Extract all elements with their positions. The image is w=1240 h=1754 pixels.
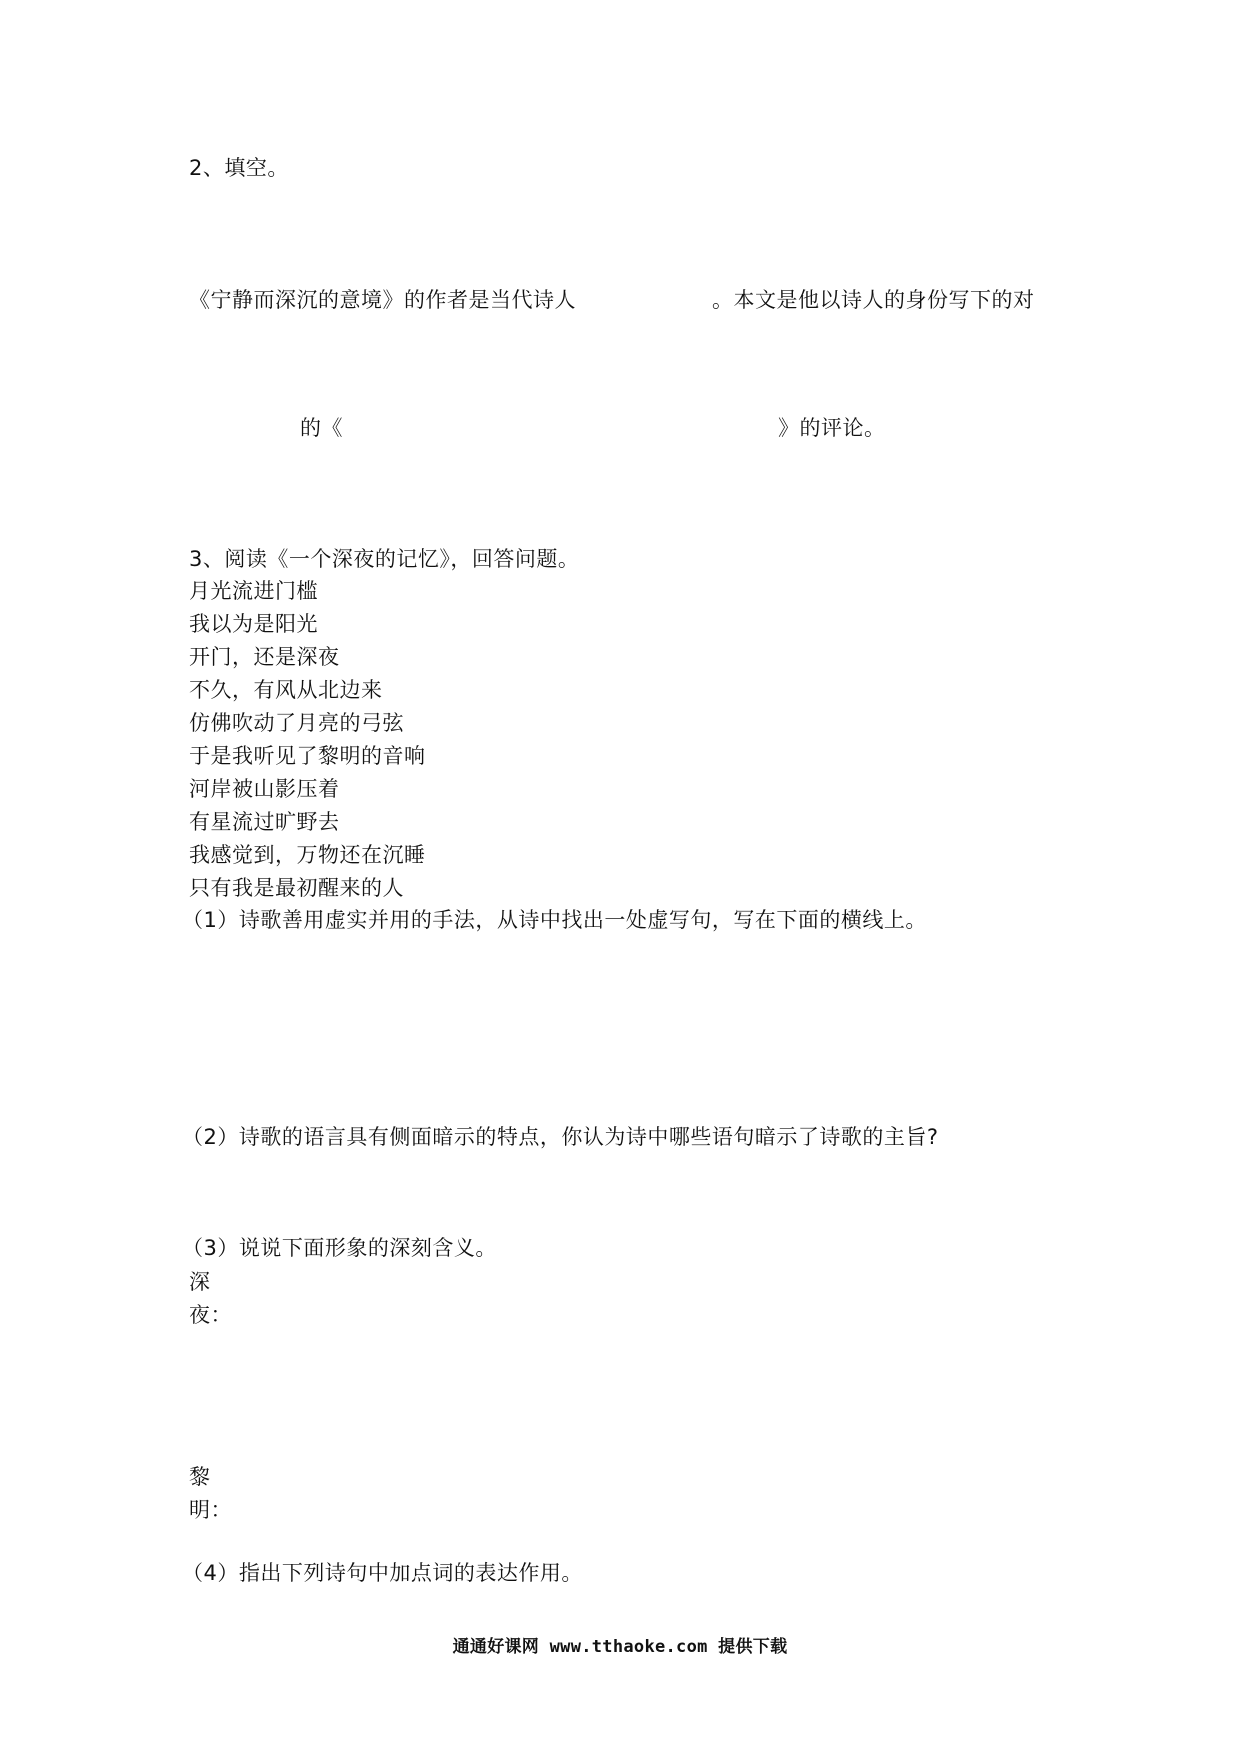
- poem-line: 我以为是阳光: [189, 612, 318, 636]
- shenye-label-2: 夜：: [189, 1303, 232, 1327]
- q3-sub3: （3）说说下面形象的深刻含义。: [182, 1236, 497, 1260]
- poem-line: 不久，有风从北边来: [189, 678, 383, 702]
- poem-line: 河岸被山影压着: [189, 777, 340, 801]
- poem: [189, 578, 426, 908]
- q2-fill-line1-part2: 。本文是他以诗人的身份写下的对: [712, 288, 1035, 312]
- footer-credit: 通通好课网 www.tthaoke.com 提供下载: [452, 1637, 788, 1657]
- poem-line: 仿佛吹动了月亮的弓弦: [189, 711, 404, 735]
- q2-fill-line2-part2: 》的评论。: [778, 416, 886, 440]
- liming-label-1: 黎: [189, 1465, 211, 1489]
- poem-line: 月光流进门槛: [189, 579, 318, 603]
- poem-line: 有星流过旷野去: [189, 810, 340, 834]
- q2-heading: 2、填空。: [189, 156, 289, 180]
- poem-line: 于是我听见了黎明的音响: [189, 744, 426, 768]
- liming-label-2: 明：: [189, 1498, 232, 1522]
- q3-heading: 3、阅读《一个深夜的记忆》，回答问题。: [189, 547, 580, 571]
- q2-fill-line1-part1: 《宁静而深沉的意境》的作者是当代诗人: [189, 288, 576, 312]
- q2-fill-line2-part1: 的《: [300, 416, 343, 440]
- poem-line: 我感觉到，万物还在沉睡: [189, 843, 426, 867]
- shenye-label-1: 深: [189, 1270, 211, 1294]
- poem-line: 只有我是最初醒来的人: [189, 876, 404, 900]
- q3-sub1: （1）诗歌善用虚实并用的手法，从诗中找出一处虚写句，写在下面的横线上。: [182, 908, 927, 932]
- q3-sub2: （2）诗歌的语言具有侧面暗示的特点，你认为诗中哪些语句暗示了诗歌的主旨?: [182, 1125, 939, 1149]
- q3-sub4: （4）指出下列诗句中加点词的表达作用。: [182, 1561, 583, 1585]
- poem-line: 开门，还是深夜: [189, 645, 340, 669]
